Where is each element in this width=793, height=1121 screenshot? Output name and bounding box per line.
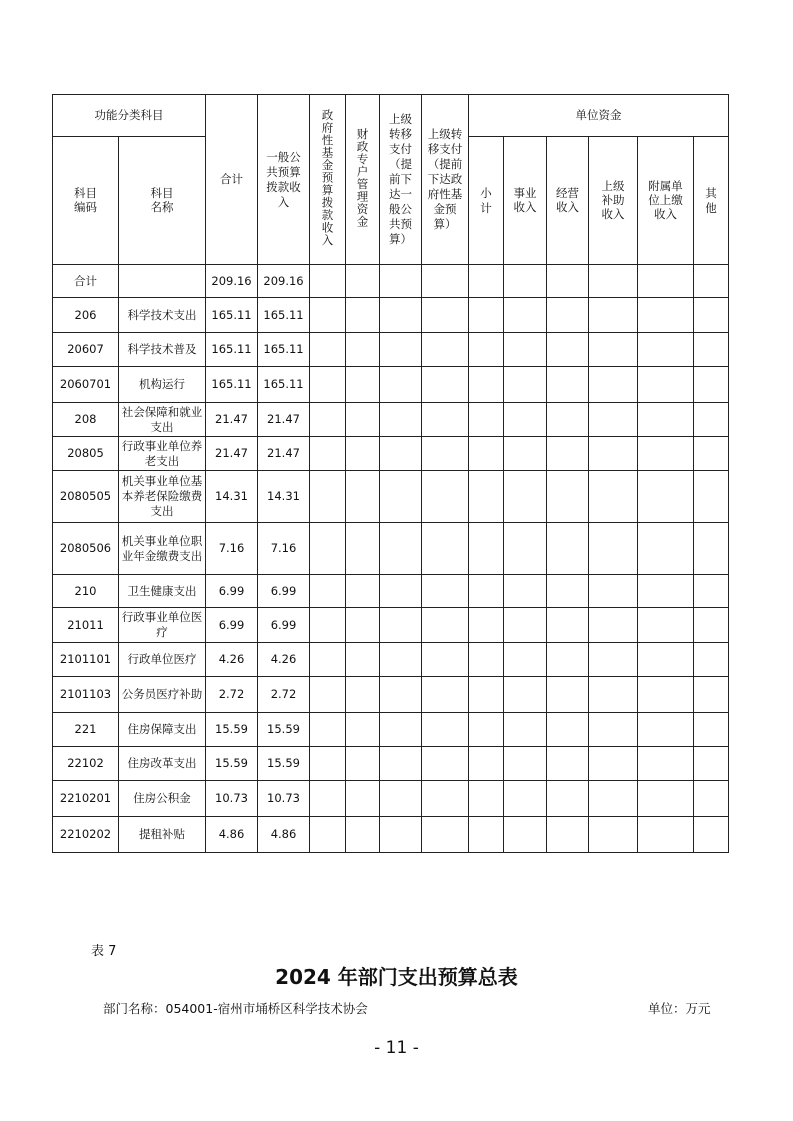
cell-empty: [694, 781, 729, 817]
cell-empty: [638, 298, 694, 333]
cell-empty: [589, 677, 638, 713]
cell-empty: [504, 747, 547, 781]
cell-empty: [694, 437, 729, 471]
cell-code: 2080505: [53, 471, 119, 523]
cell-name: 社会保障和就业支出: [119, 403, 206, 437]
cell-empty: [504, 298, 547, 333]
cell-empty: [638, 608, 694, 643]
cell-total: 165.11: [206, 298, 258, 333]
cell-empty: [504, 523, 547, 575]
header-subject-code: [53, 137, 119, 265]
header-affiliated-income-text: 附属单 位上缴 收入: [648, 179, 683, 221]
header-other: [694, 137, 729, 265]
table-label: 表 7: [91, 944, 117, 959]
cell-empty: [469, 523, 504, 575]
table-row: [53, 643, 729, 677]
header-subject-code-text: 科目 编码: [74, 186, 97, 214]
cell-empty: [380, 817, 422, 853]
cell-empty: [638, 333, 694, 367]
cell-empty: [422, 298, 469, 333]
page-title: 2024 年部门支出预算总表: [275, 965, 518, 989]
budget-table: [52, 94, 729, 853]
cell-empty: [422, 471, 469, 523]
cell-total: 209.16: [206, 265, 258, 298]
cell-name: 公务员医疗补助: [119, 677, 206, 713]
cell-empty: [346, 713, 380, 747]
cell-empty: [346, 403, 380, 437]
table-row: [53, 523, 729, 575]
cell-empty: [638, 437, 694, 471]
cell-empty: [422, 677, 469, 713]
table-row: [53, 333, 729, 367]
cell-empty: [589, 713, 638, 747]
cell-empty: [469, 437, 504, 471]
cell-total: 4.26: [206, 643, 258, 677]
cell-code: 206: [53, 298, 119, 333]
header-upper-transfer-general-text: 上级转移支付（提前下达一般公共预算）: [389, 112, 412, 246]
cell-empty: [504, 643, 547, 677]
cell-empty: [694, 608, 729, 643]
cell-empty: [638, 403, 694, 437]
cell-empty: [380, 471, 422, 523]
cell-empty: [694, 367, 729, 403]
cell-general-budget: 15.59: [258, 713, 310, 747]
cell-code: 2210201: [53, 781, 119, 817]
cell-total: 6.99: [206, 575, 258, 608]
cell-name: 机关事业单位基本养老保险缴费支出: [119, 471, 206, 523]
cell-empty: [469, 333, 504, 367]
cell-empty: [638, 747, 694, 781]
cell-empty: [346, 747, 380, 781]
cell-empty: [310, 367, 346, 403]
table-row: [53, 817, 729, 853]
cell-empty: [346, 523, 380, 575]
header-upper-subsidy-text: 上级 补助 收入: [601, 179, 625, 221]
cell-empty: [694, 713, 729, 747]
cell-empty: [638, 265, 694, 298]
cell-code: 22102: [53, 747, 119, 781]
cell-general-budget: 165.11: [258, 298, 310, 333]
cell-empty: [638, 817, 694, 853]
table-row: [53, 265, 729, 298]
cell-empty: [694, 575, 729, 608]
cell-name: 行政单位医疗: [119, 643, 206, 677]
cell-code: 2101103: [53, 677, 119, 713]
header-business-income: [504, 137, 547, 265]
cell-empty: [346, 471, 380, 523]
header-subtotal-text: 小计: [480, 185, 492, 215]
header-business-income-text: 事业 收入: [513, 186, 537, 214]
cell-empty: [547, 471, 589, 523]
cell-empty: [694, 298, 729, 333]
cell-empty: [469, 265, 504, 298]
cell-empty: [380, 523, 422, 575]
cell-empty: [310, 713, 346, 747]
cell-empty: [310, 298, 346, 333]
cell-empty: [310, 747, 346, 781]
unit-label: 单位：万元: [648, 1001, 711, 1016]
cell-total: 21.47: [206, 403, 258, 437]
cell-name: 住房改革支出: [119, 747, 206, 781]
header-fiscal-special: [346, 95, 380, 265]
table-body: [53, 265, 729, 853]
cell-empty: [504, 403, 547, 437]
cell-empty: [504, 817, 547, 853]
cell-empty: [547, 677, 589, 713]
cell-empty: [380, 643, 422, 677]
cell-empty: [346, 298, 380, 333]
header-gov-fund-text: 政府性基金预算拨款收入: [320, 108, 335, 247]
header-upper-transfer-fund-text: 上级转移支付（提前下达政府性基金预算）: [427, 127, 463, 231]
cell-empty: [504, 437, 547, 471]
header-functional-class: 功能分类科目: [53, 95, 206, 137]
cell-empty: [469, 817, 504, 853]
header-operating-income-text: 经营 收入: [556, 186, 579, 214]
cell-general-budget: 6.99: [258, 608, 310, 643]
cell-empty: [346, 677, 380, 713]
cell-empty: [547, 713, 589, 747]
cell-empty: [694, 333, 729, 367]
cell-empty: [589, 367, 638, 403]
header-affiliated-income: [638, 137, 694, 265]
cell-code: 210: [53, 575, 119, 608]
cell-empty: [346, 643, 380, 677]
cell-empty: [469, 403, 504, 437]
cell-empty: [422, 367, 469, 403]
cell-empty: [380, 747, 422, 781]
header-upper-subsidy: [589, 137, 638, 265]
cell-empty: [346, 817, 380, 853]
cell-total: 2.72: [206, 677, 258, 713]
cell-empty: [310, 781, 346, 817]
cell-empty: [638, 367, 694, 403]
header-subtotal: [469, 137, 504, 265]
cell-empty: [346, 575, 380, 608]
cell-general-budget: 21.47: [258, 437, 310, 471]
cell-empty: [469, 471, 504, 523]
header-upper-transfer-general: [380, 95, 422, 265]
cell-empty: [589, 747, 638, 781]
header-unit-funds: 单位资金: [469, 95, 729, 137]
cell-empty: [694, 403, 729, 437]
cell-total: 15.59: [206, 713, 258, 747]
cell-name: 住房保障支出: [119, 713, 206, 747]
cell-empty: [469, 298, 504, 333]
cell-general-budget: 4.86: [258, 817, 310, 853]
cell-empty: [589, 575, 638, 608]
cell-general-budget: 15.59: [258, 747, 310, 781]
cell-general-budget: 10.73: [258, 781, 310, 817]
header-fiscal-special-text: 财政专户管理资金: [355, 127, 370, 228]
cell-empty: [310, 817, 346, 853]
cell-name: 科学技术支出: [119, 298, 206, 333]
table-row: [53, 471, 729, 523]
cell-empty: [469, 713, 504, 747]
cell-code: 21011: [53, 608, 119, 643]
cell-empty: [589, 608, 638, 643]
cell-empty: [422, 608, 469, 643]
cell-empty: [547, 403, 589, 437]
cell-code: 20607: [53, 333, 119, 367]
cell-empty: [694, 523, 729, 575]
cell-empty: [589, 817, 638, 853]
cell-empty: [547, 437, 589, 471]
cell-empty: [694, 265, 729, 298]
cell-empty: [380, 677, 422, 713]
table-row: [53, 713, 729, 747]
cell-name: 提租补贴: [119, 817, 206, 853]
cell-empty: [589, 643, 638, 677]
cell-empty: [589, 471, 638, 523]
table-row: [53, 747, 729, 781]
cell-empty: [589, 523, 638, 575]
cell-empty: [310, 677, 346, 713]
cell-empty: [589, 781, 638, 817]
cell-empty: [380, 437, 422, 471]
cell-name: 行政事业单位医疗: [119, 608, 206, 643]
cell-empty: [346, 265, 380, 298]
cell-code: 2101101: [53, 643, 119, 677]
cell-name: 机构运行: [119, 367, 206, 403]
cell-empty: [638, 677, 694, 713]
cell-empty: [380, 367, 422, 403]
cell-code: 208: [53, 403, 119, 437]
department-name: 部门名称：054001-宿州市埇桥区科学技术协会: [103, 1001, 368, 1016]
cell-empty: [638, 781, 694, 817]
cell-general-budget: 4.26: [258, 643, 310, 677]
cell-empty: [638, 575, 694, 608]
cell-general-budget: 165.11: [258, 333, 310, 367]
cell-general-budget: 165.11: [258, 367, 310, 403]
cell-empty: [547, 575, 589, 608]
cell-empty: [310, 523, 346, 575]
cell-empty: [422, 265, 469, 298]
cell-empty: [310, 265, 346, 298]
table-row: [53, 781, 729, 817]
page-number: - 11 -: [374, 1038, 419, 1058]
cell-empty: [469, 677, 504, 713]
header-general-budget: [258, 95, 310, 265]
cell-empty: [380, 403, 422, 437]
table-row: [53, 575, 729, 608]
cell-name: 科学技术普及: [119, 333, 206, 367]
cell-empty: [469, 643, 504, 677]
cell-empty: [422, 333, 469, 367]
cell-empty: [380, 713, 422, 747]
cell-total: 15.59: [206, 747, 258, 781]
table-row: [53, 437, 729, 471]
cell-empty: [504, 713, 547, 747]
cell-empty: [310, 643, 346, 677]
cell-empty: [346, 333, 380, 367]
cell-empty: [469, 781, 504, 817]
header-upper-transfer-fund: [422, 95, 469, 265]
cell-empty: [380, 608, 422, 643]
cell-empty: [469, 608, 504, 643]
cell-total: 165.11: [206, 367, 258, 403]
cell-name: 机关事业单位职业年金缴费支出: [119, 523, 206, 575]
header-total: 合计: [206, 95, 258, 265]
cell-name: 住房公积金: [119, 781, 206, 817]
cell-total: 165.11: [206, 333, 258, 367]
cell-empty: [310, 471, 346, 523]
cell-general-budget: 14.31: [258, 471, 310, 523]
cell-total: 4.86: [206, 817, 258, 853]
cell-empty: [504, 608, 547, 643]
cell-empty: [422, 437, 469, 471]
cell-code: 合计: [53, 265, 119, 298]
cell-empty: [547, 298, 589, 333]
cell-empty: [380, 575, 422, 608]
cell-empty: [504, 677, 547, 713]
cell-empty: [638, 523, 694, 575]
header-subject-name: [119, 137, 206, 265]
cell-empty: [694, 471, 729, 523]
cell-empty: [589, 265, 638, 298]
cell-empty: [547, 523, 589, 575]
cell-empty: [422, 817, 469, 853]
cell-total: 6.99: [206, 608, 258, 643]
cell-empty: [422, 403, 469, 437]
cell-empty: [469, 575, 504, 608]
cell-total: 10.73: [206, 781, 258, 817]
cell-empty: [547, 643, 589, 677]
cell-empty: [422, 747, 469, 781]
cell-empty: [638, 713, 694, 747]
table-row: [53, 677, 729, 713]
header-operating-income: [547, 137, 589, 265]
cell-empty: [547, 265, 589, 298]
cell-empty: [547, 367, 589, 403]
cell-name: [119, 265, 206, 298]
cell-empty: [346, 367, 380, 403]
cell-empty: [504, 265, 547, 298]
cell-empty: [504, 333, 547, 367]
table-row: [53, 608, 729, 643]
cell-code: 221: [53, 713, 119, 747]
cell-empty: [547, 608, 589, 643]
cell-empty: [310, 608, 346, 643]
cell-empty: [310, 403, 346, 437]
cell-total: 21.47: [206, 437, 258, 471]
cell-name: 卫生健康支出: [119, 575, 206, 608]
cell-empty: [547, 747, 589, 781]
cell-code: 20805: [53, 437, 119, 471]
cell-empty: [422, 643, 469, 677]
cell-empty: [547, 817, 589, 853]
cell-empty: [589, 437, 638, 471]
cell-empty: [310, 437, 346, 471]
cell-empty: [310, 333, 346, 367]
cell-empty: [380, 781, 422, 817]
cell-empty: [504, 781, 547, 817]
cell-empty: [638, 471, 694, 523]
cell-general-budget: 7.16: [258, 523, 310, 575]
cell-general-budget: 6.99: [258, 575, 310, 608]
cell-code: 2060701: [53, 367, 119, 403]
cell-empty: [547, 781, 589, 817]
table-row: [53, 367, 729, 403]
table-row: [53, 298, 729, 333]
cell-empty: [380, 333, 422, 367]
cell-code: 2210202: [53, 817, 119, 853]
cell-code: 2080506: [53, 523, 119, 575]
cell-empty: [469, 747, 504, 781]
table-row: [53, 403, 729, 437]
cell-empty: [380, 298, 422, 333]
header-general-budget-text: 一般公共预算拨款收入: [266, 149, 301, 209]
header-subject-name-text: 科目 名称: [150, 186, 174, 214]
cell-total: 7.16: [206, 523, 258, 575]
cell-general-budget: 209.16: [258, 265, 310, 298]
cell-empty: [346, 608, 380, 643]
cell-empty: [694, 643, 729, 677]
cell-empty: [346, 437, 380, 471]
cell-empty: [547, 333, 589, 367]
cell-empty: [422, 781, 469, 817]
header-other-text: 其他: [705, 185, 717, 215]
cell-empty: [589, 298, 638, 333]
cell-empty: [589, 403, 638, 437]
cell-empty: [589, 333, 638, 367]
cell-name: 行政事业单位养老支出: [119, 437, 206, 471]
cell-empty: [504, 367, 547, 403]
cell-empty: [469, 367, 504, 403]
cell-empty: [638, 643, 694, 677]
cell-empty: [310, 575, 346, 608]
cell-general-budget: 21.47: [258, 403, 310, 437]
cell-empty: [694, 747, 729, 781]
cell-general-budget: 2.72: [258, 677, 310, 713]
cell-empty: [504, 575, 547, 608]
cell-total: 14.31: [206, 471, 258, 523]
cell-empty: [380, 265, 422, 298]
cell-empty: [694, 677, 729, 713]
cell-empty: [694, 817, 729, 853]
cell-empty: [504, 471, 547, 523]
cell-empty: [422, 523, 469, 575]
cell-empty: [422, 713, 469, 747]
header-gov-fund: [310, 95, 346, 265]
cell-empty: [346, 781, 380, 817]
cell-empty: [422, 575, 469, 608]
